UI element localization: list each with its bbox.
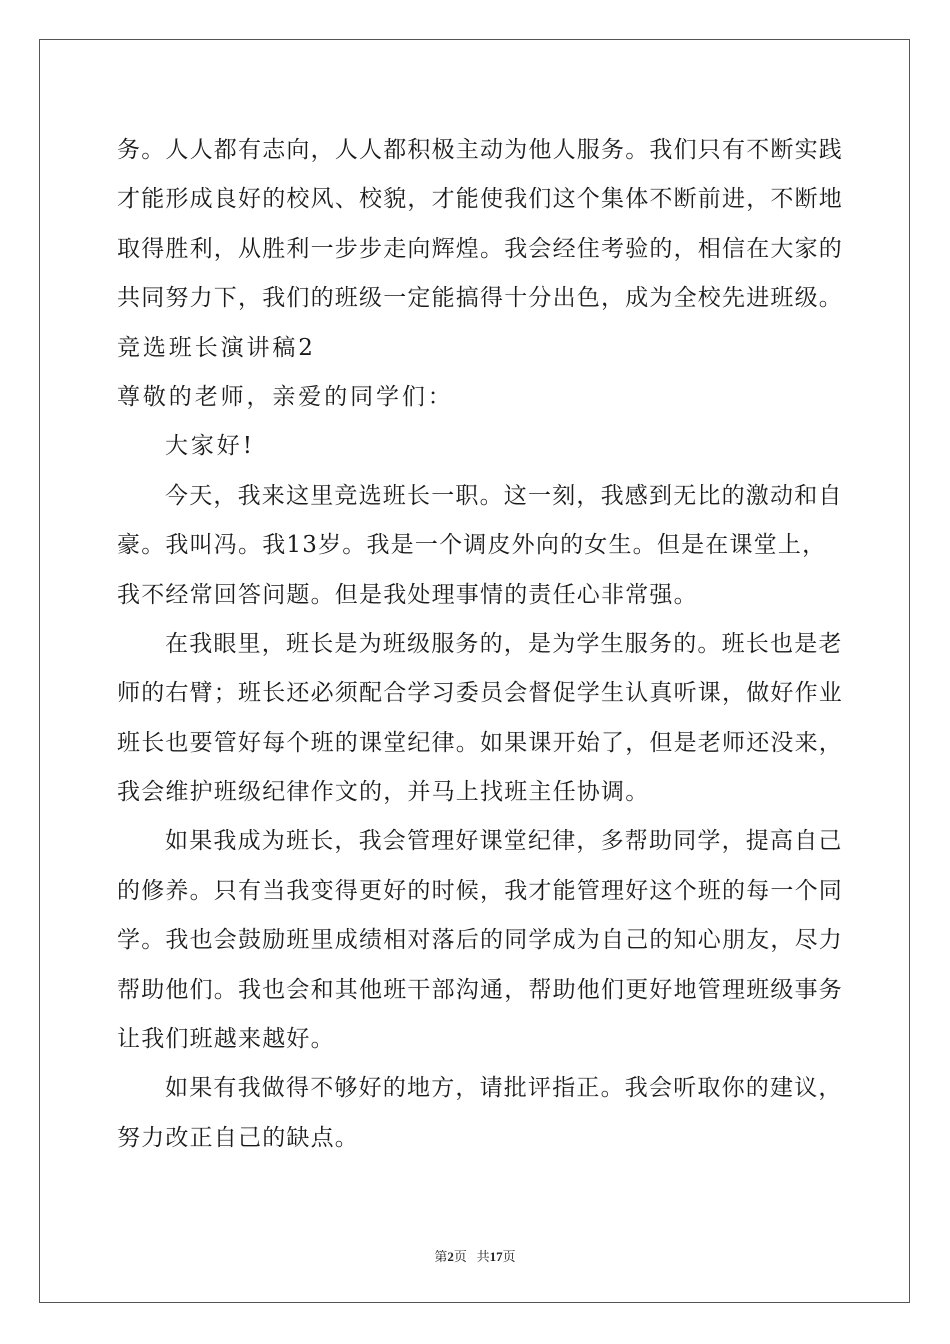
page-total-prefix: 共	[476, 1249, 490, 1264]
paragraph-line: 帮助他们。我也会和其他班干部沟通，帮助他们更好地管理班级事务	[117, 976, 843, 1003]
paragraph-line: 如果我成为班长，我会管理好课堂纪律，多帮助同学，提高自己	[165, 828, 843, 855]
paragraph-line: 务。人人都有志向，人人都积极主动为他人服务。我们只有不断实践	[117, 137, 843, 163]
paragraph-line: 在我眼里，班长是为班级服务的，是为学生服务的。班长也是老	[165, 630, 843, 657]
paragraph-line: 我不经常回答问题。但是我处理事情的责任心非常强。	[117, 581, 698, 608]
paragraph-line: 班长也要管好每个班的课堂纪律。如果课开始了，但是老师还没来，	[117, 729, 843, 756]
paragraph-line: 才能形成良好的校风、校貌，才能使我们这个集体不断前进，不断地	[117, 186, 843, 213]
page-number-prefix: 第	[434, 1249, 448, 1264]
paragraph-line: 学。我也会鼓励班里成绩相对落后的同学成为自己的知心朋友，尽力	[117, 927, 843, 954]
section-title: 竞选班长演讲稿2	[117, 334, 316, 361]
paragraph-line: 让我们班越来越好。	[117, 1026, 335, 1053]
paragraph-line: 共同努力下，我们的班级一定能搞得十分出色，成为全校先进班级。	[117, 285, 843, 312]
paragraph-line: 的修养。只有当我变得更好的时候，我才能管理好这个班的每一个同	[117, 877, 843, 904]
greeting: 大家好!	[165, 433, 255, 460]
paragraph-line: 豪。我叫冯。我13岁。我是一个调皮外向的女生。但是在课堂上，	[117, 532, 827, 559]
page-total-suffix: 页	[502, 1249, 516, 1264]
page-total: 17	[489, 1249, 503, 1264]
paragraph-line: 如果有我做得不够好的地方，请批评指正。我会听取你的建议，	[165, 1075, 843, 1102]
page-footer	[0, 1246, 950, 1265]
page-number-suffix: 页	[453, 1249, 467, 1264]
paragraph-line: 师的右臂；班长还必须配合学习委员会督促学生认真听课，做好作业	[117, 680, 843, 707]
paragraph-line: 今天，我来这里竞选班长一职。这一刻，我感到无比的激动和自	[165, 482, 843, 509]
paragraph-line: 我会维护班级纪律作文的，并马上找班主任协调。	[117, 779, 650, 806]
page-number-current: 2	[447, 1249, 454, 1264]
document-body	[117, 126, 843, 1163]
salutation: 尊敬的老师，亲爱的同学们：	[117, 383, 454, 410]
paragraph-line: 取得胜利，从胜利一步步走向辉煌。我会经住考验的，相信在大家的	[117, 235, 843, 262]
paragraph-line: 努力改正自己的缺点。	[117, 1124, 359, 1151]
